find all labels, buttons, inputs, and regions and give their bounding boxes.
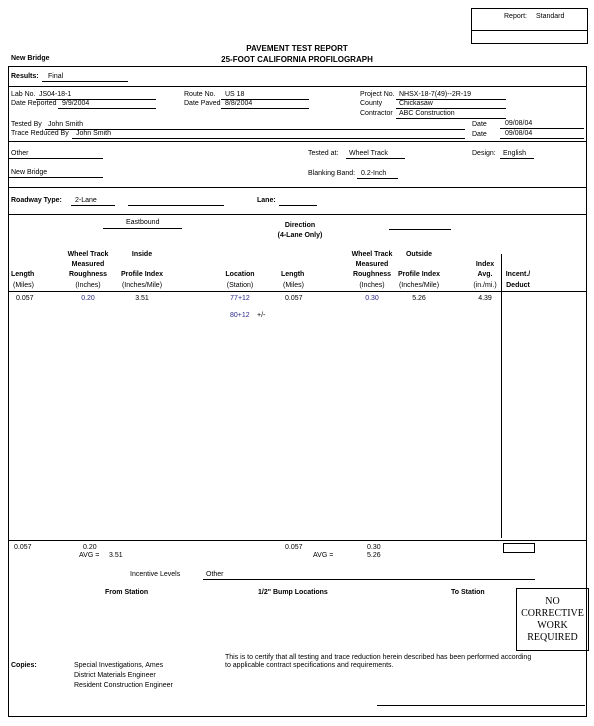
eastbound-label: Eastbound	[126, 219, 160, 226]
lab-no-label: Lab No.	[11, 91, 36, 98]
total-roughness: 0.20	[83, 544, 97, 551]
blanking-band-label: Blanking Band:	[308, 170, 356, 177]
contractor-label: Contractor	[360, 110, 393, 117]
copies-line-2: District Materials Engineer	[74, 672, 156, 679]
row2-plus-minus: +/-	[257, 312, 266, 319]
results-label: Results:	[11, 73, 39, 80]
report-title: PAVEMENT TEST REPORT	[246, 44, 348, 53]
header-roughness: Roughness	[68, 271, 108, 278]
bump-locations-label: 1/2" Bump Locations	[258, 589, 328, 596]
total-avg-label: AVG =	[79, 552, 100, 559]
header-inside-inches-mile: (Inches/Mile)	[121, 282, 163, 289]
date-value-1: 09/08/04	[505, 120, 533, 127]
project-no-label: Project No.	[360, 91, 395, 98]
route-no-value: US 18	[225, 91, 245, 98]
total-roughness-2: 0.30	[367, 544, 381, 551]
header-outside-profile-index: Profile Index	[397, 271, 440, 278]
tested-at-underline	[346, 158, 405, 159]
county-label: County	[360, 100, 383, 107]
certify-line-2: to applicable contract specifications and requirements.	[225, 662, 394, 669]
header-roughness-2: Roughness	[352, 271, 392, 278]
incentive-levels-value: Other	[206, 571, 224, 578]
frame-bottom-line	[8, 716, 587, 717]
header-measured: Measured	[71, 261, 105, 268]
roadway-type-label: Roadway Type:	[11, 197, 62, 204]
row1-roughness-2: 0.30	[365, 295, 379, 302]
header-location: Location	[225, 271, 255, 278]
trace-reduced-by-value: John Smith	[76, 130, 112, 137]
report-type-value: Standard	[536, 13, 565, 20]
date-paved-underline	[221, 108, 309, 109]
header-incent: Incent./	[505, 271, 531, 278]
new-bridge-field-underline	[8, 177, 103, 178]
blanking-band-value: 0.2-Inch	[361, 170, 387, 177]
lab-no-value: JS04-18-1	[39, 91, 72, 98]
trace-reduced-by-underline	[72, 138, 465, 139]
section-line-4	[8, 214, 586, 215]
frame-left-line	[8, 66, 9, 716]
header-outside-inches-mile: (Inches/Mile)	[398, 282, 440, 289]
row1-length: 0.057	[16, 295, 34, 302]
frame-top-line	[8, 66, 586, 67]
four-lane-only-label: (4-Lane Only)	[277, 232, 323, 239]
roadway-type-underline	[71, 205, 115, 206]
copies-line-1: Special Investigations, Ames	[74, 662, 164, 669]
date-reported-underline	[58, 108, 156, 109]
row1-inside-profile-index: 3.51	[135, 295, 149, 302]
date-reported-value: 9/9/2004	[62, 100, 90, 107]
header-length-2: Length	[281, 271, 305, 278]
date-value-2: 09/08/04	[505, 130, 533, 137]
header-measured-2: Measured	[355, 261, 389, 268]
header-wheel-track-2: Wheel Track	[351, 251, 393, 258]
header-in-mi: (in./mi.)	[473, 282, 497, 289]
county-underline	[396, 108, 506, 109]
design-underline	[500, 158, 534, 159]
header-miles-2: (Miles)	[283, 282, 304, 289]
new-bridge-field-value: New Bridge	[11, 169, 48, 176]
signature-line	[377, 705, 585, 706]
date-underline-2	[500, 138, 584, 139]
lane-underline	[279, 205, 317, 206]
total-avg-label-2: AVG =	[313, 552, 334, 559]
tested-at-value: Wheel Track	[349, 150, 388, 157]
header-inches: (Inches)	[75, 282, 101, 289]
copies-label: Copies:	[11, 662, 37, 669]
header-inches-2: (Inches)	[359, 282, 385, 289]
no-corrective-line-2: CORRECTIVE	[521, 608, 584, 619]
direction-underline	[389, 229, 451, 230]
total-length: 0.057	[14, 544, 32, 551]
incentive-levels-label: Incentive Levels	[130, 571, 181, 578]
row1-roughness: 0.20	[81, 295, 95, 302]
report-type-label: Report:	[504, 13, 527, 20]
total-inside-avg: 3.51	[109, 552, 123, 559]
header-deduct: Deduct	[506, 282, 530, 289]
contractor-underline	[396, 118, 506, 119]
total-length-2: 0.057	[285, 544, 303, 551]
copies-line-3: Resident Construction Engineer	[74, 682, 173, 689]
row1-location: 77+12	[230, 295, 250, 302]
date-reported-label: Date Reported	[11, 100, 57, 107]
blanking-band-underline	[357, 178, 398, 179]
no-corrective-line-3: WORK	[537, 620, 568, 631]
results-value: Final	[48, 73, 64, 80]
header-station: (Station)	[226, 282, 254, 289]
date-paved-value: 8/8/2004	[225, 100, 253, 107]
trace-reduced-by-label: Trace Reduced By	[11, 130, 69, 137]
row1-outside-profile-index: 5.26	[412, 295, 426, 302]
eastbound-underline	[103, 228, 182, 229]
date-paved-label: Date Paved	[184, 100, 221, 107]
other-field-underline	[8, 158, 103, 159]
header-underline	[8, 291, 586, 292]
lane-label: Lane:	[257, 197, 276, 204]
header-index: Index	[475, 261, 495, 268]
header-length: Length	[11, 271, 35, 278]
design-label: Design:	[472, 150, 496, 157]
county-value: Chickasaw	[399, 100, 433, 107]
tested-at-label: Tested at:	[308, 150, 339, 157]
report-type-box	[471, 8, 588, 44]
date-underline-1	[500, 128, 584, 129]
results-underline	[42, 81, 128, 82]
certify-line-1: This is to certify that all testing and trace reduction herein described has been performed according	[225, 654, 532, 661]
project-no-value: NHSX-18-7(49)--2R-19	[399, 91, 471, 98]
contractor-value: ABC Construction	[399, 110, 455, 117]
section-line-2	[8, 141, 586, 142]
design-value: English	[503, 150, 526, 157]
totals-top-line	[8, 540, 586, 541]
roadway-type-value: 2-Lane	[75, 197, 97, 204]
header-inside: Inside	[131, 251, 153, 258]
header-outside: Outside	[405, 251, 433, 258]
no-corrective-work-box	[516, 588, 589, 651]
header-wheel-track: Wheel Track	[67, 251, 109, 258]
row1-length-2: 0.057	[285, 295, 303, 302]
section-line-1	[8, 86, 586, 87]
left-title: New Bridge	[11, 55, 50, 62]
route-no-label: Route No.	[184, 91, 216, 98]
incent-total-box	[503, 543, 535, 553]
tested-by-label: Tested By	[11, 121, 42, 128]
date-label-1: Date	[472, 121, 487, 128]
incentive-levels-underline	[203, 579, 535, 580]
no-corrective-line-4: REQUIRED	[527, 632, 578, 643]
report-subtitle: 25-FOOT CALIFORNIA PROFILOGRAPH	[221, 55, 373, 64]
header-miles: (Miles)	[13, 282, 34, 289]
row1-index-avg: 4.39	[478, 295, 492, 302]
no-corrective-line-1: NO	[545, 596, 560, 607]
tested-by-value: John Smith	[48, 121, 84, 128]
row2-location: 80+12	[230, 312, 250, 319]
report-type-divider	[472, 30, 587, 31]
date-label-2: Date	[472, 131, 487, 138]
to-station-label: To Station	[451, 589, 485, 596]
header-inside-profile-index: Profile Index	[120, 271, 163, 278]
other-field-value: Other	[11, 150, 29, 157]
roadway-blank-underline	[128, 205, 224, 206]
direction-label: Direction	[284, 222, 316, 229]
total-outside-avg: 5.26	[367, 552, 381, 559]
from-station-label: From Station	[105, 589, 149, 596]
header-avg: Avg.	[477, 271, 493, 278]
section-line-3	[8, 187, 586, 188]
